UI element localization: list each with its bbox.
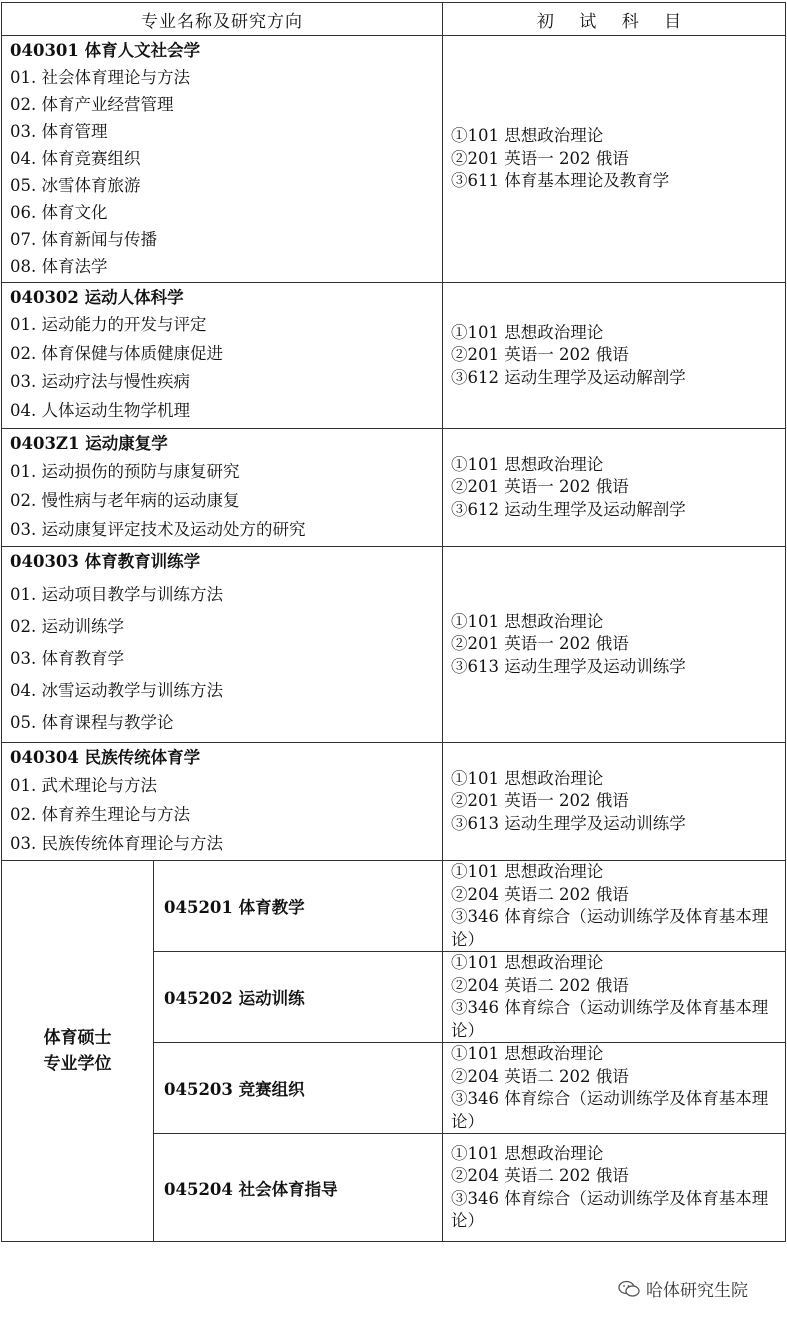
table-row [2, 861, 786, 952]
major-title: 0403Z1 运动康复学 [10, 434, 168, 453]
exam-cell [443, 283, 786, 429]
direction-item: 01. 运动项目教学与训练方法 [10, 585, 223, 604]
exam-item: ③346 体育综合（运动训练学及体育基本理论） [451, 907, 769, 949]
exam-item: ③612 运动生理学及运动解剖学 [451, 367, 686, 387]
exam-item: ②204 英语二 202 俄语 [451, 1166, 629, 1185]
exam-item: ①101 思想政治理论 [451, 1044, 604, 1063]
direction-item: 02. 体育保健与体质健康促进 [10, 343, 223, 363]
major-title: 040304 民族传统体育学 [10, 748, 201, 767]
professional-major: 045201 体育教学 [154, 861, 443, 952]
table-row [2, 36, 786, 283]
major-cell [2, 547, 443, 743]
table-row [2, 547, 786, 743]
exam-item: ①101 思想政治理论 [451, 953, 604, 972]
exam-cell [443, 743, 786, 861]
exam-item: ①101 思想政治理论 [451, 611, 604, 631]
exam-item: ②204 英语二 202 俄语 [451, 975, 629, 995]
exam-item: ②201 英语一 202 俄语 [451, 345, 629, 365]
professional-major: 045202 运动训练 [154, 952, 443, 1043]
table-header-row [2, 3, 786, 36]
direction-item: 03. 民族传统体育理论与方法 [10, 834, 223, 853]
exam-item: ①101 思想政治理论 [451, 322, 604, 342]
degree-group-label: 专业学位 [43, 1054, 112, 1074]
direction-item: 02. 慢性病与老年病的运动康复 [10, 491, 240, 510]
direction-item: 02. 体育产业经营管理 [10, 95, 174, 114]
major-cell [2, 36, 443, 283]
direction-item: 02. 体育养生理论与方法 [10, 805, 190, 824]
exam-cell [443, 547, 786, 743]
exam-item: ③346 体育综合（运动训练学及体育基本理论） [451, 1188, 769, 1230]
direction-item: 01. 运动能力的开发与评定 [10, 315, 207, 334]
exam-cell [443, 1043, 786, 1134]
exam-cell [443, 952, 786, 1043]
direction-item: 03. 体育教育学 [10, 649, 124, 668]
major-cell [2, 283, 443, 429]
exam-cell [443, 36, 786, 283]
exam-item: ②201 英语一 202 俄语 [451, 477, 629, 497]
direction-item: 07. 体育新闻与传播 [10, 230, 157, 249]
major-cell [2, 429, 443, 547]
exam-item: ③613 运动生理学及运动训练学 [451, 813, 686, 833]
exam-cell [443, 861, 786, 952]
direction-item: 02. 运动训练学 [10, 617, 124, 636]
major-cell [2, 743, 443, 861]
direction-item: 05. 体育课程与教学论 [10, 713, 174, 732]
exam-cell [443, 1134, 786, 1242]
exam-item: ③613 运动生理学及运动训练学 [451, 656, 686, 676]
table-row [2, 743, 786, 861]
watermark-text: 哈体研究生院 [646, 1281, 748, 1301]
direction-item: 03. 运动康复评定技术及运动处方的研究 [10, 520, 306, 539]
professional-major: 045204 社会体育指导 [154, 1134, 443, 1242]
header-major: 专业名称及研究方向 [2, 3, 443, 36]
exam-item: ②201 英语一 202 俄语 [451, 148, 629, 168]
direction-item: 03. 体育管理 [10, 122, 108, 141]
exam-item: ③611 体育基本理论及教育学 [451, 171, 670, 191]
exam-item: ①101 思想政治理论 [451, 1143, 604, 1163]
direction-item: 04. 人体运动生物学机理 [10, 400, 190, 420]
direction-item: 08. 体育法学 [10, 257, 108, 276]
exam-item: ②201 英语一 202 俄语 [451, 791, 629, 811]
exam-item: ②204 英语二 202 俄语 [451, 1066, 629, 1086]
table-row [2, 283, 786, 429]
direction-item: 01. 运动损伤的预防与康复研究 [10, 462, 240, 481]
degree-group-label: 体育硕士 [43, 1028, 112, 1048]
exam-item: ③612 运动生理学及运动解剖学 [451, 499, 686, 519]
exam-item: ②204 英语二 202 俄语 [451, 884, 629, 904]
exam-cell [443, 429, 786, 547]
direction-item: 05. 冰雪体育旅游 [10, 176, 141, 195]
exam-item: ②201 英语一 202 俄语 [451, 634, 629, 654]
table-row [2, 429, 786, 547]
exam-item: ①101 思想政治理论 [451, 862, 604, 881]
major-title: 040302 运动人体科学 [10, 288, 184, 307]
degree-group-cell [2, 861, 154, 1242]
exam-item: ①101 思想政治理论 [451, 768, 604, 788]
direction-item: 04. 冰雪运动教学与训练方法 [10, 681, 223, 700]
major-title: 040301 体育人文社会学 [10, 41, 201, 60]
direction-item: 03. 运动疗法与慢性疾病 [10, 372, 190, 391]
direction-item: 01. 武术理论与方法 [10, 776, 157, 795]
direction-item: 04. 体育竞赛组织 [10, 149, 141, 168]
exam-item: ①101 思想政治理论 [451, 126, 604, 146]
major-title: 040303 体育教育训练学 [10, 552, 201, 571]
exam-item: ③346 体育综合（运动训练学及体育基本理论） [451, 1089, 769, 1131]
wechat-icon [618, 1280, 640, 1298]
professional-major: 045203 竞赛组织 [154, 1043, 443, 1134]
header-subjects: 初 试 科 目 [443, 3, 786, 36]
exam-item: ③346 体育综合（运动训练学及体育基本理论） [451, 998, 769, 1040]
direction-item: 06. 体育文化 [10, 203, 108, 222]
exam-item: ①101 思想政治理论 [451, 454, 604, 474]
direction-item: 01. 社会体育理论与方法 [10, 68, 190, 87]
admissions-table [1, 2, 786, 1242]
watermark [618, 1276, 748, 1301]
